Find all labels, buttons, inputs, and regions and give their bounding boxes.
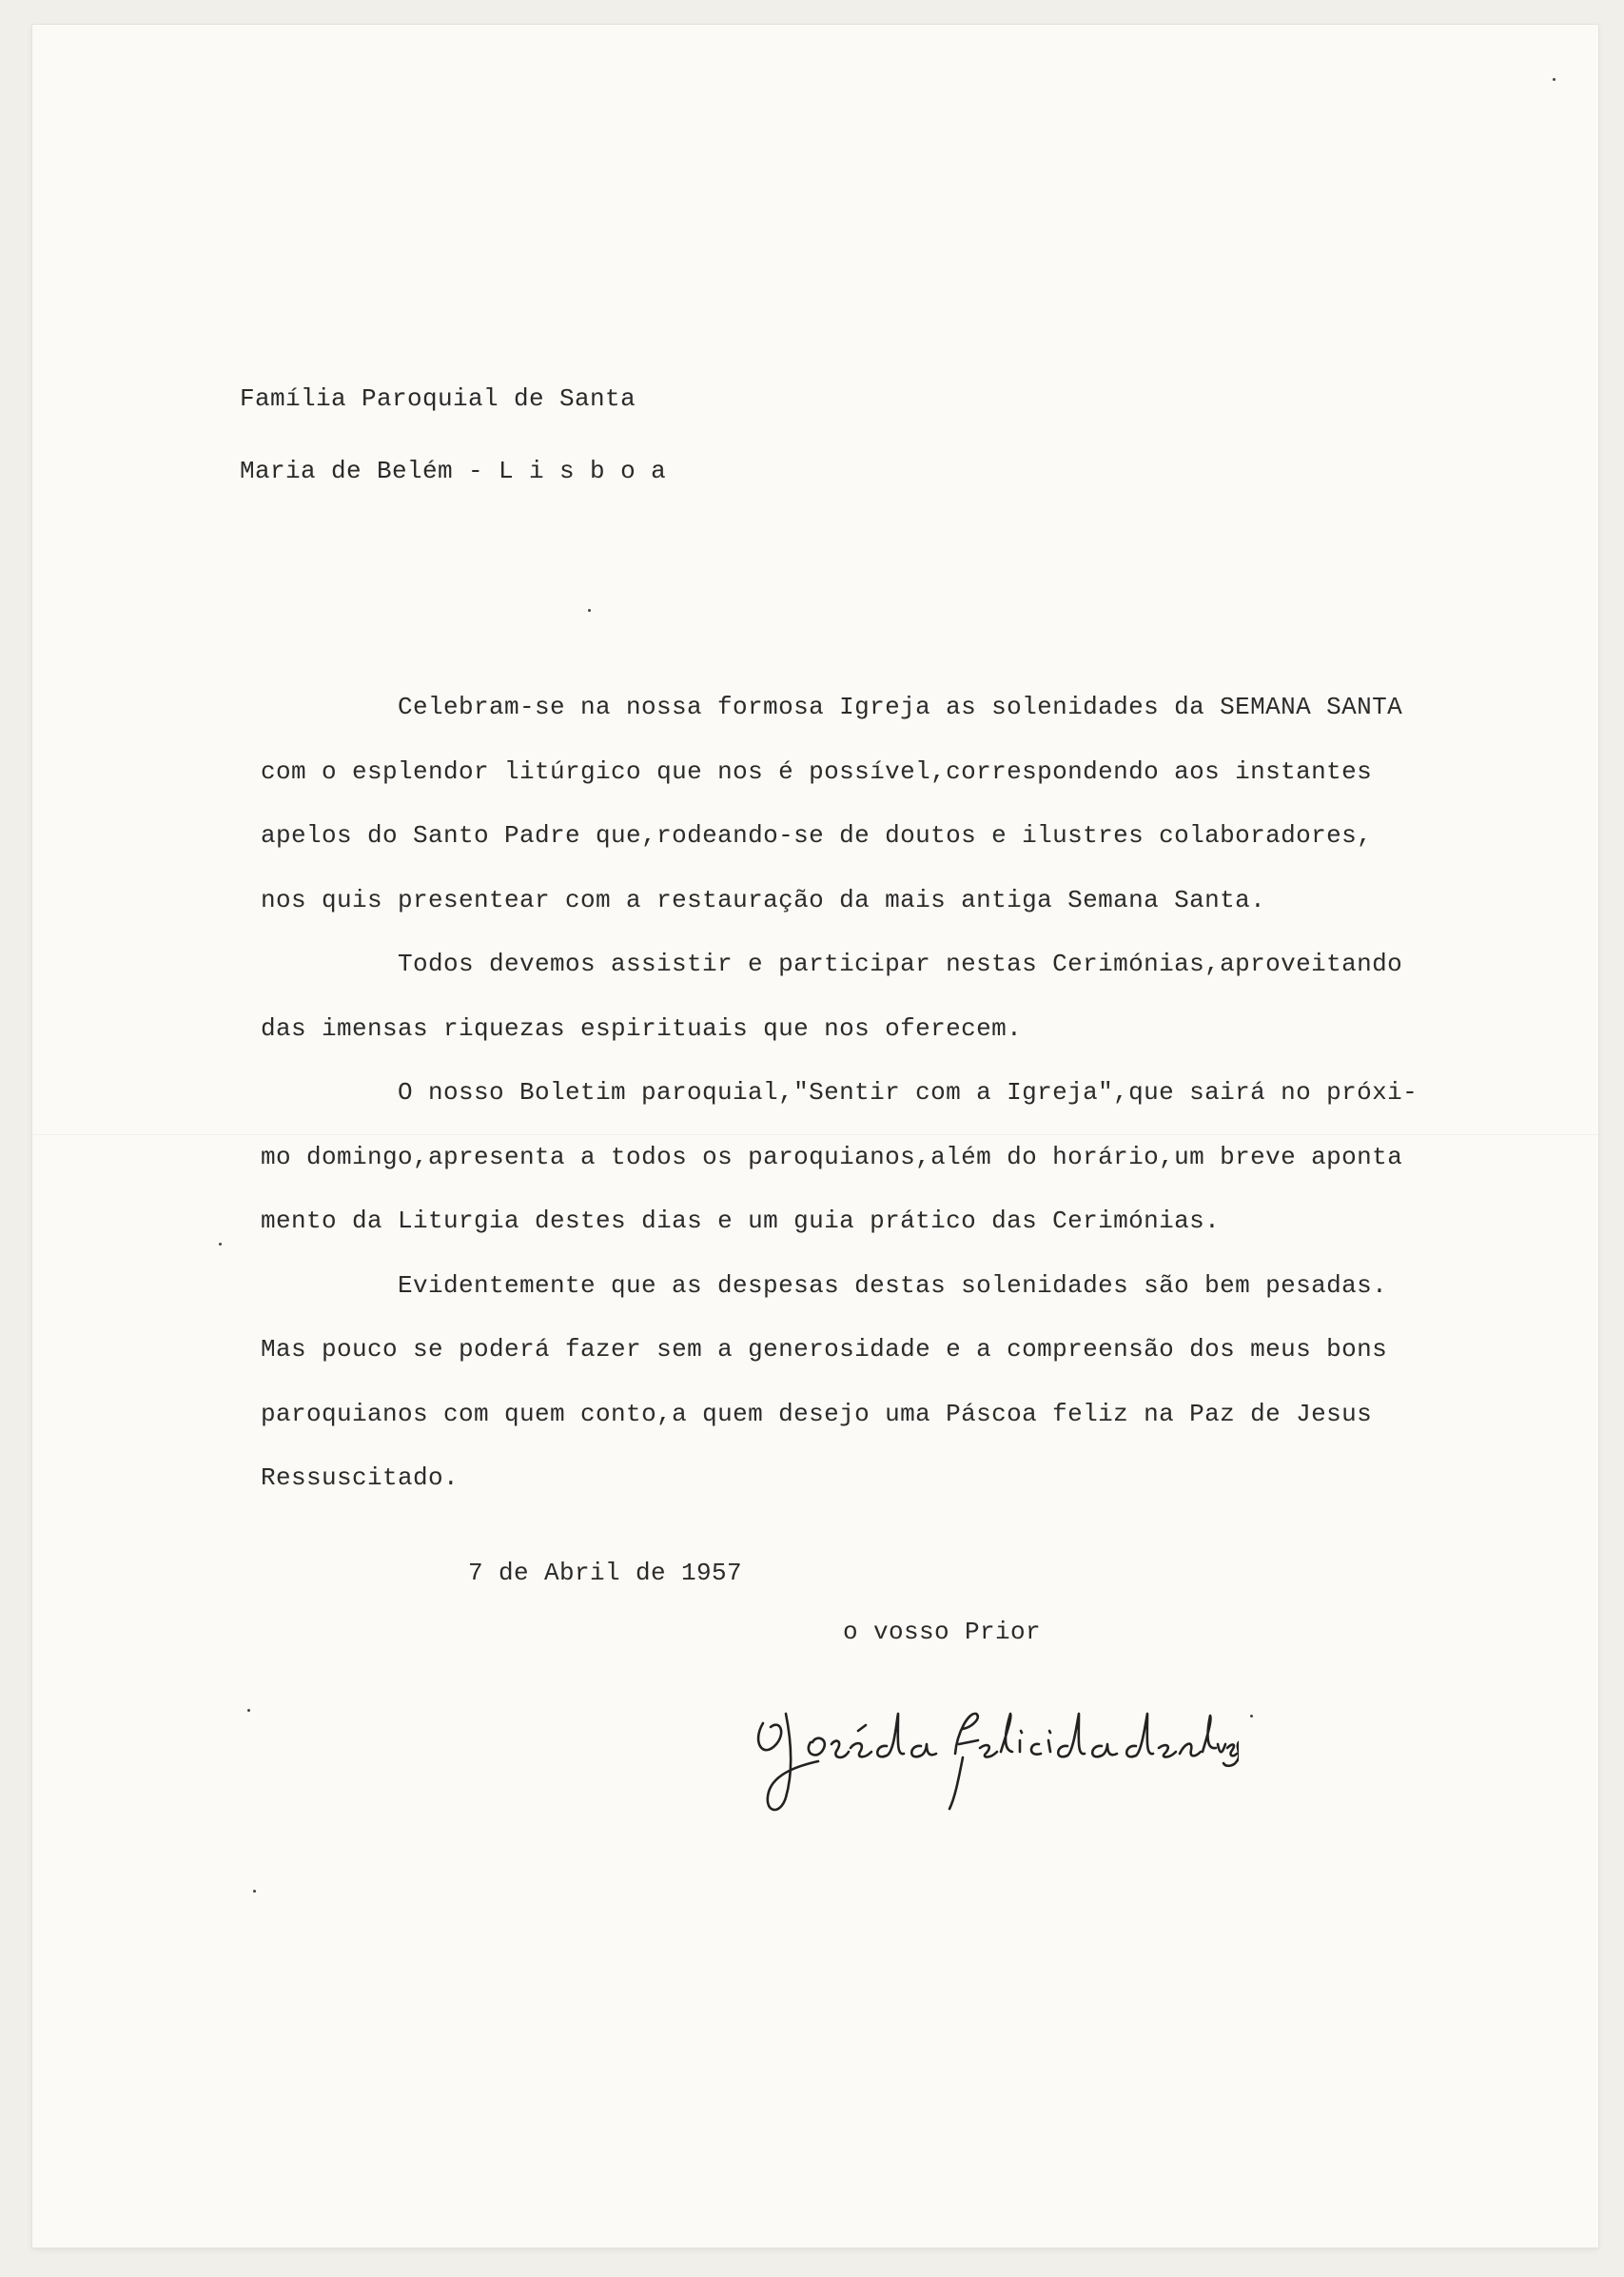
letter-body-line: Celebram-se na nossa formosa Igreja as solenidades da SEMANA SANTA: [398, 693, 1403, 721]
paper-speck: [253, 1890, 256, 1893]
paper-speck: [219, 1243, 222, 1246]
letter-body-line: Mas pouco se poderá fazer sem a generosidade e a compreensão dos meus bons: [261, 1335, 1388, 1364]
paper-speck: [1553, 78, 1556, 81]
paper-speck: [247, 1709, 250, 1712]
recipient-address-line-2: Maria de Belém - L i s b o a: [240, 457, 667, 485]
paper-speck: [1250, 1715, 1253, 1718]
letter-body-line: nos quis presentear com a restauração da mais antiga Semana Santa.: [261, 886, 1266, 914]
letter-body-line: O nosso Boletim paroquial,"Sentir com a Igreja",que sairá no próxi-: [398, 1078, 1419, 1107]
letter-body-line: mo domingo,apresenta a todos os paroquianos,além do horário,um breve aponta: [261, 1143, 1403, 1171]
letter-closing: o vosso Prior: [843, 1618, 1042, 1646]
letter-body-line: Evidentemente que as despesas destas solenidades são bem pesadas.: [398, 1271, 1388, 1300]
handwritten-signature: [744, 1685, 1239, 1828]
letter-body-line: paroquianos com quem conto,a quem desejo uma Páscoa feliz na Paz de Jesus: [261, 1400, 1373, 1428]
letter-date: 7 de Abril de 1957: [468, 1559, 743, 1587]
letter-body-line: Ressuscitado.: [261, 1463, 460, 1492]
letter-body-line: mento da Liturgia destes dias e um guia prático das Cerimónias.: [261, 1207, 1221, 1235]
letter-body-line: das imensas riquezas espirituais que nos oferecem.: [261, 1014, 1023, 1043]
letter-body-line: Todos devemos assistir e participar nestas Cerimónias,aproveitando: [398, 950, 1403, 978]
paper-fold-line: [32, 1134, 1598, 1135]
letter-body-line: com o esplendor litúrgico que nos é possível,correspondendo aos instantes: [261, 757, 1373, 786]
letter-body-line: apelos do Santo Padre que,rodeando-se de doutos e ilustres colaboradores,: [261, 821, 1373, 850]
paper-speck: [588, 609, 591, 612]
letter-page: [32, 25, 1598, 2248]
recipient-address-line-1: Família Paroquial de Santa: [240, 384, 636, 413]
